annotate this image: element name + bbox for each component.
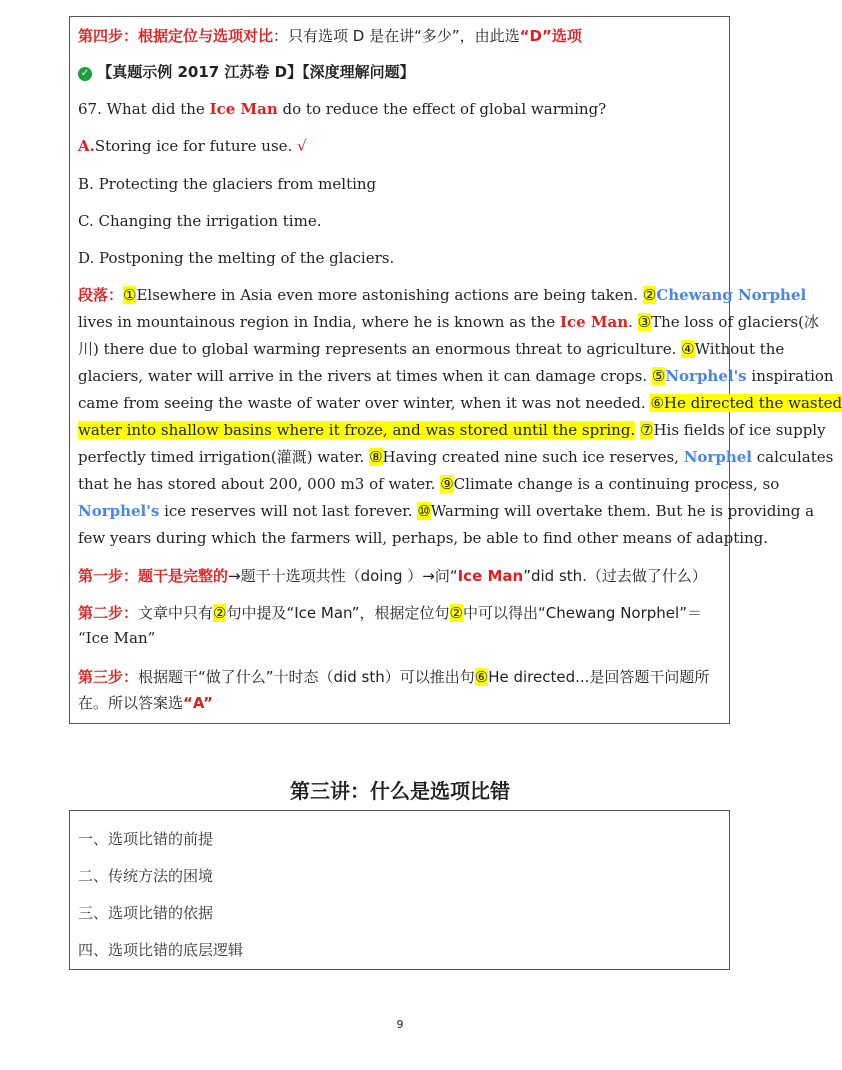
step3-line (78, 667, 721, 687)
step1-ice-man: Ice Man (457, 567, 524, 585)
passage-text: Without the (694, 340, 785, 358)
passage-text: He directed the wasted (663, 394, 842, 412)
question-text-after: do to reduce the effect of global warming? (282, 100, 607, 118)
sentence-number: ⑨ (440, 475, 454, 493)
step3-text-b: He directed...是回答题干问题所 (488, 668, 710, 686)
step3-label: 第三步： (78, 668, 139, 686)
passage-label: 段落： (78, 286, 124, 304)
name-chewang-norphel: Chewang Norphel (656, 286, 807, 304)
passage-line-6 (78, 417, 826, 444)
step1-label: 第一步：题干是完整的 (78, 567, 229, 585)
passage-text: lives in mountainous region in India, where he is known as the (78, 313, 556, 331)
option-a (78, 136, 721, 156)
sentence-number: ⑧ (369, 448, 383, 466)
question-line (78, 99, 721, 119)
step2-line (78, 603, 721, 623)
step2-text-c: 中可以得出“Chewang Norphel”＝ (462, 604, 702, 622)
sentence-number: ⑩ (417, 502, 431, 520)
passage-text: His fields of ice supply (653, 421, 826, 439)
sentence-number: ④ (681, 340, 695, 358)
step3-line2-text: 在。所以答案选 (78, 694, 184, 712)
sentence-number: ③ (637, 313, 652, 331)
step1-line (78, 566, 721, 586)
option-b-text: Protecting the glaciers from melting (98, 175, 377, 193)
correct-mark: √ (297, 137, 307, 155)
passage-text: The loss of glaciers(冰 (651, 313, 819, 331)
passage-text: that he has stored about 200, 000 m3 of water. (78, 475, 436, 493)
passage-line-8 (78, 471, 780, 498)
name-norphel: Norphel (683, 448, 752, 466)
step3-text-a: 根据题干“做了什么”十时态（did sth）可以推出句 (138, 668, 475, 686)
toc-box (69, 810, 730, 970)
step3-line2 (78, 693, 721, 713)
sentence-number: ② (642, 286, 657, 304)
example-box (69, 16, 842, 724)
passage-line-10 (78, 525, 769, 552)
example-heading: 【真题示例 2017 江苏卷 D】【深度理解问题】 (97, 63, 415, 81)
sentence-number: ① (123, 286, 137, 304)
passage-text: 川) there due to global warming represents an enormous threat to agriculture. (78, 340, 677, 358)
step2-label: 第二步： (78, 604, 139, 622)
passage-text: inspiration (751, 367, 834, 385)
step4-line (78, 26, 721, 46)
passage-line-2: lives in mountainous region in India, where he is known as the Ice Man. ③The loss of glaciers(冰 (78, 313, 819, 331)
toc-item: 四、选项比错的底层逻辑 (78, 941, 244, 959)
step4-answer: “D”选项 (519, 27, 582, 45)
option-d-text: Postponing the melting of the glaciers. (99, 249, 395, 267)
section-title: 第三讲：什么是选项比错 (290, 779, 510, 803)
passage (78, 282, 842, 552)
option-b (78, 174, 721, 194)
sentence-number: ⑥ (650, 394, 664, 412)
passage-line-3 (78, 336, 785, 363)
passage-text: perfectly timed irrigation(灌溉) water. (78, 448, 365, 466)
question-text-before: What did the (106, 100, 205, 118)
passage-line-9 (78, 498, 815, 525)
option-a-letter: A. (78, 137, 95, 155)
sentence-number: ② (213, 604, 227, 622)
passage-text: few years during which the farmers will, perhaps, be able to find other means of adapting. (78, 529, 769, 547)
step3-answer: “A” (183, 694, 213, 712)
toc-item: 一、选项比错的前提 (78, 830, 214, 848)
passage-text: came from seeing the waste of water over winter, when it was not needed. (78, 394, 646, 412)
sentence-number: ⑥ (474, 668, 489, 686)
passage-text: calculates (756, 448, 834, 466)
option-a-text: Storing ice for future use. (94, 137, 293, 155)
name-norphels-2: Norphel's (78, 502, 160, 520)
passage-text: Elsewhere in Asia even more astonishing actions are being taken. (136, 286, 639, 304)
passage-text: Having created nine such ice reserves, (382, 448, 679, 466)
page-number: 9 (396, 1018, 404, 1031)
toc-item: 三、选项比错的依据 (78, 904, 214, 922)
sentence-number: ⑦ (640, 421, 654, 439)
option-c (78, 211, 721, 231)
example-heading-line (78, 62, 721, 82)
passage-line-4 (78, 363, 834, 390)
option-c-text: Changing the irrigation time. (98, 212, 322, 230)
passage-line-5 (78, 390, 842, 417)
passage-text: water into shallow basins where it froze, and was stored until the spring. (78, 421, 636, 439)
passage-line-1 (78, 282, 807, 309)
option-b-letter: B. (78, 175, 94, 193)
passage-text: Warming will overtake them. But he is providing a (430, 502, 815, 520)
name-norphels: Norphel's (665, 367, 747, 385)
question-ice-man: Ice Man (209, 100, 278, 118)
passage-line-7 (78, 444, 834, 471)
step2-text-a: 文章中只有 (138, 604, 214, 622)
passage-text: Climate change is a continuing process, so (453, 475, 780, 493)
step2-text-b: 句中提及“Ice Man”，根据定位句 (226, 604, 450, 622)
check-circle-icon: ✓ (78, 67, 92, 81)
sentence-number: ⑤ (651, 367, 666, 385)
step2-line2: “Ice Man” (78, 629, 156, 647)
sentence-number: ② (449, 604, 463, 622)
question-number: 67. (78, 100, 102, 118)
passage-ice-man: Ice Man (559, 313, 629, 331)
passage-text: glaciers, water will arrive in the rivers at times when it can damage crops. (78, 367, 648, 385)
toc-item: 二、传统方法的困境 (78, 867, 214, 885)
option-c-letter: C. (78, 212, 94, 230)
passage-text: ice reserves will not last forever. (164, 502, 413, 520)
step4-text: ：只有选项 D 是在讲“多少”，由此选 (273, 27, 520, 45)
option-d-letter: D. (78, 249, 95, 267)
step4-label: 第四步：根据定位与选项对比 (78, 27, 274, 45)
step1-text-b: ”did sth.（过去做了什么） (523, 567, 707, 585)
option-d (78, 248, 721, 268)
step1-text-a: →题干十选项共性（doing ）→问“ (228, 567, 458, 585)
